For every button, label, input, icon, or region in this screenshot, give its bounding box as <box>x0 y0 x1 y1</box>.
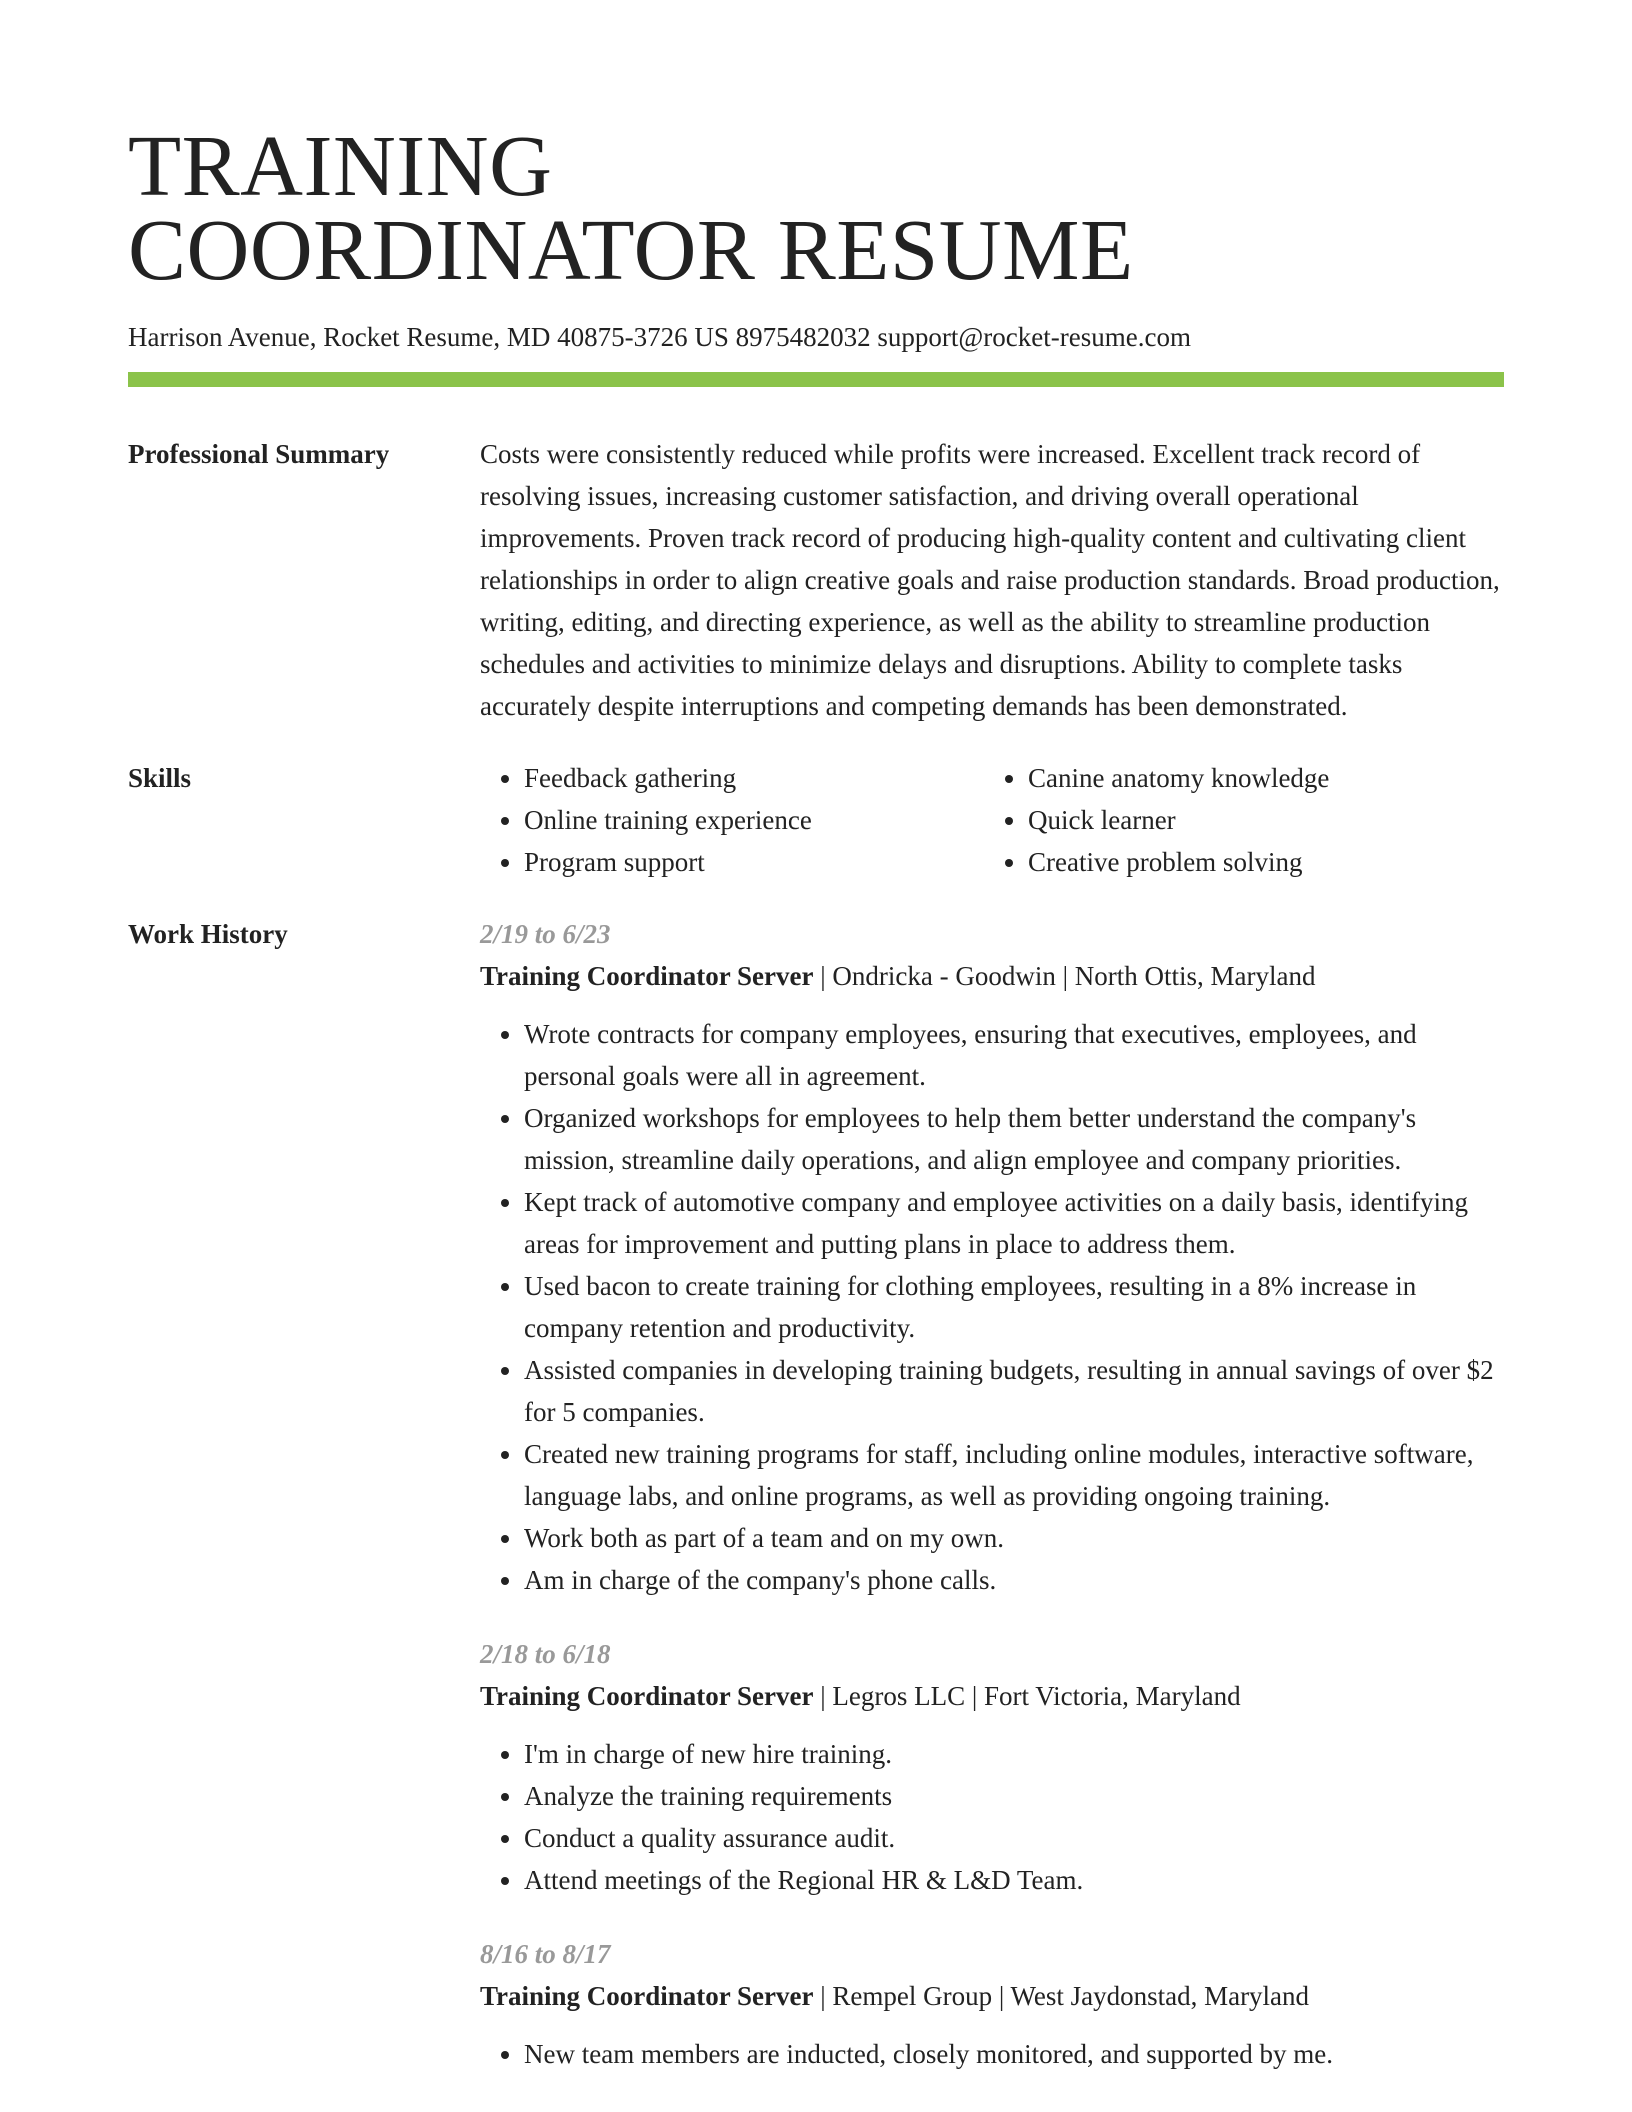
section-label-work: Work History <box>128 919 288 949</box>
work-history-section <box>128 913 1504 2107</box>
summary-text: Costs were consistently reduced while profits were increased. Excellent track record of resolving issues, increasing customer satisfaction, and driving overall operational improvements. Proven track record of producing high-quality content and cultivating client relationships in order to align creative goals and raise production standards. Broad production, writing, editing, and directing experience, as well as the ability to streamline production schedules and activities to minimize delays and disruptions. Ability to complete tasks accurately despite interruptions and competing demands has been demonstrated. <box>480 439 1500 721</box>
resume-page <box>128 0 1504 2107</box>
job-date: 8/16 to 8/17 <box>480 1939 611 1969</box>
accent-divider <box>128 372 1504 387</box>
skill-item: • Creative problem solving <box>1028 841 1329 883</box>
job-date: 2/18 to 6/18 <box>480 1639 611 1669</box>
job-bullet: • Used bacon to create training for clothing employees, resulting in a 8% increase in company retention and productivity. <box>524 1265 1504 1349</box>
job-title: Training Coordinator Server <box>480 961 814 991</box>
section-label-skills: Skills <box>128 763 192 793</box>
title-line-1: TRAINING <box>128 117 553 214</box>
job-entry <box>480 1933 1504 2075</box>
job-heading <box>480 1675 1504 1717</box>
job-bullet: • Wrote contracts for company employees, ensuring that executives, employees, and personal goals were all in agreement. <box>524 1013 1504 1097</box>
job-bullet: • Attend meetings of the Regional HR & L&D Team. <box>524 1859 1504 1901</box>
job-bullet: • Am in charge of the company's phone calls. <box>524 1559 1504 1601</box>
job-bullet: • Created new training programs for staff, including online modules, interactive software, language labs, and online programs, as well as providing ongoing training. <box>524 1433 1504 1517</box>
job-bullet: • I'm in charge of new hire training. <box>524 1733 1504 1775</box>
skill-item: • Program support <box>524 841 984 883</box>
skill-item: • Online training experience <box>524 799 984 841</box>
job-heading <box>480 1975 1504 2017</box>
job-bullet: • Work both as part of a team and on my own. <box>524 1517 1504 1559</box>
job-details: | Legros LLC | Fort Victoria, Maryland <box>813 1681 1241 1711</box>
skill-item: • Feedback gathering <box>524 757 984 799</box>
job-heading <box>480 955 1504 997</box>
contact-info: Harrison Avenue, Rocket Resume, MD 40875-3726 US 8975482032 support@rocket-resume.com <box>128 322 1191 352</box>
job-bullets <box>480 2033 1504 2075</box>
skills-list-left <box>480 757 984 883</box>
skill-item: • Canine anatomy knowledge <box>1028 757 1329 799</box>
job-bullet: • Analyze the training requirements <box>524 1775 1504 1817</box>
section-label-summary: Professional Summary <box>128 439 390 469</box>
job-details: | Rempel Group | West Jaydonstad, Maryland <box>813 1981 1310 2011</box>
job-bullets <box>480 1013 1504 1601</box>
job-bullet: • Kept track of automotive company and employee activities on a daily basis, identifying areas for improvement and putting plans in place to address them. <box>524 1181 1504 1265</box>
job-bullet: • Assisted companies in developing training budgets, resulting in annual savings of over $2 for 5 companies. <box>524 1349 1504 1433</box>
title-line-2: COORDINATOR RESUME <box>128 201 1134 298</box>
job-entry <box>480 913 1504 1601</box>
job-title: Training Coordinator Server <box>480 1681 814 1711</box>
job-bullet: • Organized workshops for employees to help them better understand the company's mission, streamline daily operations, and align employee and company priorities. <box>524 1097 1504 1181</box>
job-entry <box>480 1633 1504 1901</box>
page-title <box>128 0 1504 298</box>
job-bullet: • New team members are inducted, closely monitored, and supported by me. <box>524 2033 1504 2075</box>
skills-section <box>128 757 1504 883</box>
skill-item: • Quick learner <box>1028 799 1329 841</box>
job-bullet: • Conduct a quality assurance audit. <box>524 1817 1504 1859</box>
skills-list-right <box>984 757 1329 883</box>
job-date: 2/19 to 6/23 <box>480 919 611 949</box>
professional-summary-section <box>128 433 1504 727</box>
job-bullets <box>480 1733 1504 1901</box>
job-title: Training Coordinator Server <box>480 1981 814 2011</box>
job-details: | Ondricka - Goodwin | North Ottis, Maryland <box>813 961 1316 991</box>
